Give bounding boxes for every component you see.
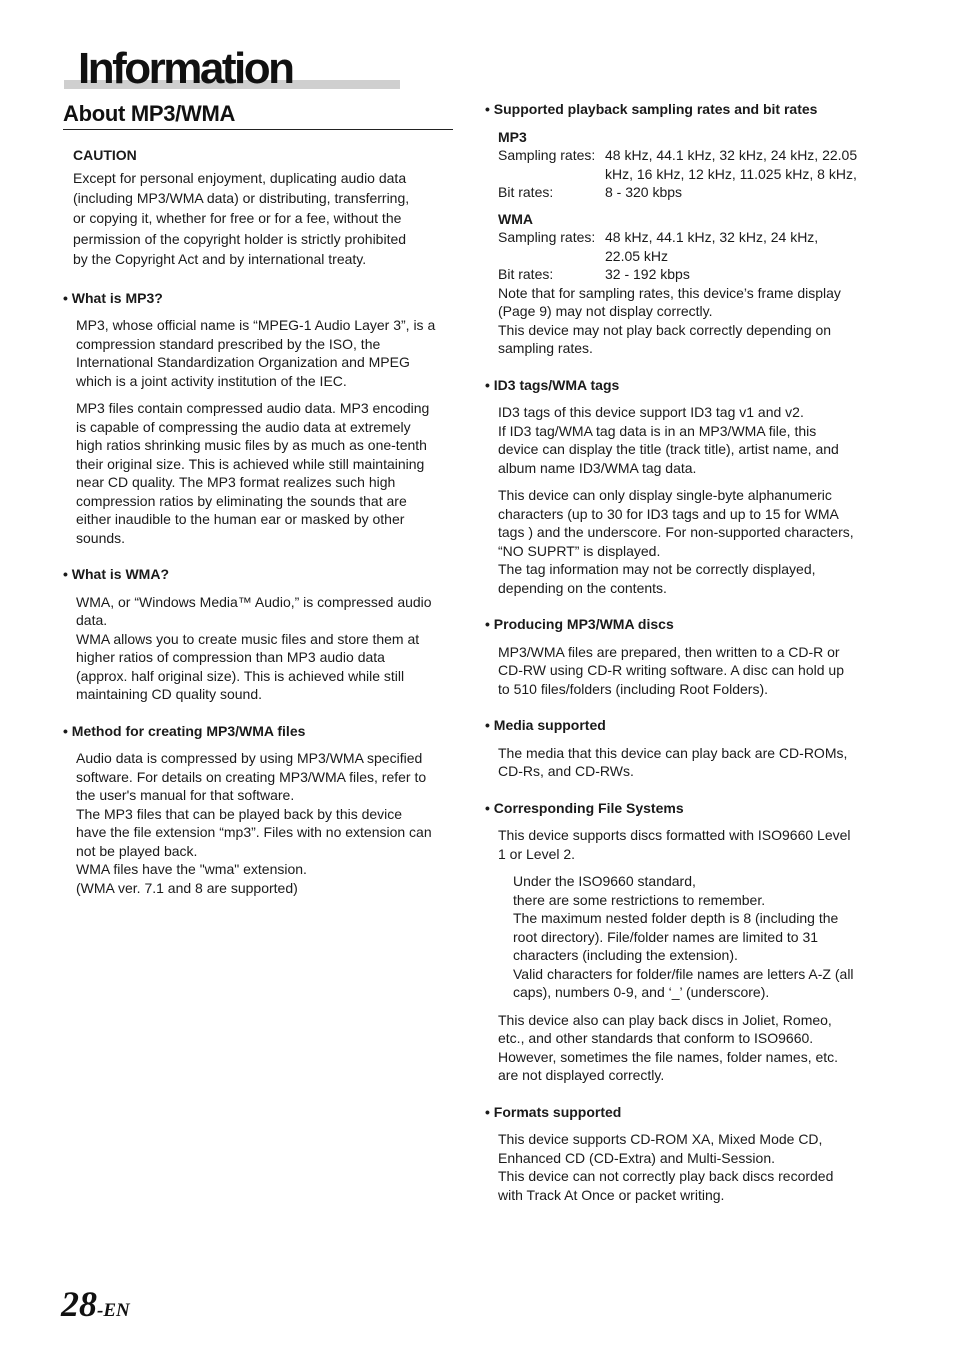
bitrate-value: 8 - 320 kbps (605, 184, 683, 200)
paragraph-line: Under the ISO9660 standard, (513, 873, 696, 889)
paragraph-line: compression standard prescribed by the ISO, the (76, 335, 381, 352)
paragraph-line: maintaining CD quality sound. (76, 686, 262, 703)
paragraph-line: sampling rates. (498, 340, 593, 356)
paragraph-line: The maximum nested folder depth is 8 (including the (513, 910, 839, 926)
what-is-mp3-heading: • What is MP3? (63, 289, 163, 306)
bitrate-key: Bit rates: (498, 266, 554, 282)
id3-heading: • ID3 tags/WMA tags (485, 376, 620, 393)
what-is-wma-heading: • What is WMA? (63, 566, 169, 583)
paragraph-line: International Standardization Organization and MPEG (76, 354, 410, 371)
paragraph-line: compression ratios by eliminating the sounds that are (76, 492, 407, 509)
filesystems-section (485, 799, 880, 1085)
paragraph-line: WMA files have the "wma" extension. (76, 861, 307, 878)
paragraph-line: This device also can play back discs in Joliet, Romeo, (498, 1011, 832, 1028)
caution-line: (including MP3/WMA data) or distributing, transferring, (73, 189, 410, 206)
paragraph-line: If ID3 tag/WMA tag data is in an MP3/WMA file, this (498, 422, 817, 439)
wma-bitrate-row (498, 265, 880, 284)
bitrate-key: Bit rates: (498, 184, 554, 200)
paragraph-line: are not displayed correctly. (498, 1067, 665, 1083)
paragraph-line: Audio data is compressed by using MP3/WMA specified (76, 750, 423, 767)
paragraph-line: MP3/WMA files are prepared, then written to a CD-R or (498, 643, 840, 660)
paragraph-line: This device can not correctly play back discs recorded (498, 1168, 834, 1184)
section-title: About MP3/WMA (63, 100, 453, 130)
paragraph-line: CD-Rs, and CD-RWs. (498, 763, 634, 779)
caution-line: permission of the copyright holder is strictly prohibited (73, 230, 407, 247)
sampling-key: Sampling rates: (498, 147, 596, 163)
wma-label: WMA (498, 210, 533, 227)
bitrate-value: 32 - 192 kbps (605, 266, 690, 282)
paragraph-line: have the file extension “mp3”. Files with no extension can (76, 824, 432, 841)
caution-line: by the Copyright Act and by international treaty. (73, 251, 367, 268)
paragraph-line: is capable of compressing the audio data at extremely (76, 418, 411, 435)
paragraph-line: This device supports discs formatted with ISO9660 Level (498, 827, 851, 843)
method-heading: • Method for creating MP3/WMA files (63, 722, 306, 739)
paragraph-line: caps), numbers 0-9, and ‘_’ (underscore). (513, 984, 770, 1000)
paragraph-line: sounds. (76, 529, 126, 546)
media-section (485, 716, 880, 781)
paragraph-line: 1 or Level 2. (498, 845, 576, 862)
mp3-bitrate-row (498, 183, 880, 202)
caution-line: or copying it, whether for free or for a fee, without the (73, 210, 402, 227)
sampling-key: Sampling rates: (498, 229, 596, 245)
paragraph-line: “NO SUPRT” is displayed. (498, 542, 661, 559)
caution-heading: CAUTION (73, 147, 137, 163)
paragraph-line: with Track At Once or packet writing. (498, 1186, 725, 1203)
paragraph-line: However, sometimes the file names, folder names, etc. (498, 1048, 839, 1065)
formats-heading: • Formats supported (485, 1103, 622, 1120)
paragraph-line: This device may not play back correctly depending on (498, 321, 832, 338)
page-number-value: 28 (61, 1284, 97, 1324)
paragraph-line: Note that for sampling rates, this device’s frame display (498, 284, 841, 301)
paragraph-line: device can display the title (track title), artist name, and (498, 441, 839, 457)
left-column (63, 146, 455, 897)
paragraph-line: (Page 9) may not display correctly. (498, 303, 713, 319)
paragraph-line: either inaudible to the human ear or masked by other (76, 511, 405, 528)
paragraph-line: characters (up to 30 for ID3 tags and up to 15 for WMA (498, 505, 839, 522)
paragraph-line: higher ratios of compression than MP3 audio data (76, 649, 385, 666)
caution-line: Except for personal enjoyment, duplicating audio data (73, 169, 407, 186)
what-is-wma-section (63, 565, 455, 704)
paragraph-line: The media that this device can play back are CD-ROMs, (498, 744, 848, 761)
paragraph-line: Enhanced CD (CD-Extra) and Multi-Session. (498, 1149, 775, 1166)
id3-section (485, 376, 880, 598)
paragraph-line: WMA, or “Windows Media™ Audio,” is compressed audio (76, 593, 432, 610)
page-title: Information (78, 44, 293, 93)
right-column (485, 100, 880, 1204)
mp3-sampling-row (498, 146, 880, 183)
producing-section (485, 615, 880, 698)
paragraph-line: (approx. half original size). This is achieved while still (76, 667, 405, 684)
sampling-value-line: 22.05 kHz (605, 247, 669, 264)
paragraph-line: WMA allows you to create music files and store them at (76, 630, 420, 647)
producing-heading: • Producing MP3/WMA discs (485, 616, 674, 632)
paragraph-line: The tag information may not be correctly displayed, (498, 561, 816, 577)
paragraph-line: their original size. This is achieved while still maintaining (76, 455, 425, 472)
paragraph-line: The MP3 files that can be played back by this device (76, 805, 403, 822)
paragraph-line: characters (including the extension). (513, 947, 738, 963)
paragraph-line: This device supports CD-ROM XA, Mixed Mode CD, (498, 1131, 823, 1147)
media-heading: • Media supported (485, 717, 606, 733)
paragraph-line: software. For details on creating MP3/WMA files, refer to (76, 768, 427, 785)
filesystems-heading: • Corresponding File Systems (485, 799, 684, 816)
caution-block (63, 146, 455, 270)
paragraph-line: album name ID3/WMA tag data. (498, 459, 697, 476)
paragraph-line: not be played back. (76, 842, 198, 859)
page-number (61, 1283, 130, 1325)
page-number-suffix: -EN (97, 1300, 130, 1321)
paragraph-line: which is a joint activity institution of the IEC. (76, 372, 347, 389)
paragraph-line: there are some restrictions to remember. (513, 891, 766, 908)
paragraph-line: (WMA ver. 7.1 and 8 are supported) (76, 879, 298, 896)
method-section (63, 722, 455, 898)
paragraph-line: Valid characters for folder/file names are letters A-Z (all (513, 965, 854, 982)
paragraph-line: data. (76, 612, 108, 629)
wma-sampling-row (498, 228, 880, 265)
paragraph-line: MP3, whose official name is “MPEG-1 Audio Layer 3”, is a (76, 317, 436, 334)
sampling-value-line: kHz, 16 kHz, 12 kHz, 11.025 kHz, 8 kHz, (605, 165, 857, 182)
paragraph-line: ID3 tags of this device support ID3 tag v1 and v2. (498, 404, 804, 420)
paragraph-line: root directory). File/folder names are limited to 31 (513, 928, 819, 945)
mp3-label: MP3 (498, 128, 527, 145)
paragraph-line: depending on the contents. (498, 579, 667, 596)
sampling-value-line: 48 kHz, 44.1 kHz, 32 kHz, 24 kHz, (605, 229, 819, 245)
paragraph-line: near CD quality. The MP3 format realizes such high (76, 474, 396, 491)
sampling-heading: • Supported playback sampling rates and bit rates (485, 101, 818, 117)
what-is-mp3-section (63, 289, 455, 548)
paragraph-line: CD-RW using CD-R writing software. A disc can hold up (498, 662, 844, 678)
paragraph-line: This device can only display single-byte alphanumeric (498, 487, 832, 503)
paragraph-line: to 510 files/folders (including Root Folders). (498, 680, 769, 697)
paragraph-line: high ratios shrinking music files by as much as one-tenth (76, 437, 427, 454)
sampling-value-line: 48 kHz, 44.1 kHz, 32 kHz, 24 kHz, 22.05 (605, 147, 858, 163)
paragraph-line: etc., and other standards that conform to ISO9660. (498, 1030, 814, 1046)
formats-section (485, 1103, 880, 1205)
paragraph-line: tags ) and the underscore. For non-supported characters, (498, 524, 854, 540)
sampling-section (485, 100, 880, 358)
paragraph-line: MP3 files contain compressed audio data. MP3 encoding (76, 400, 430, 417)
paragraph-line: the user's manual for that software. (76, 787, 295, 804)
